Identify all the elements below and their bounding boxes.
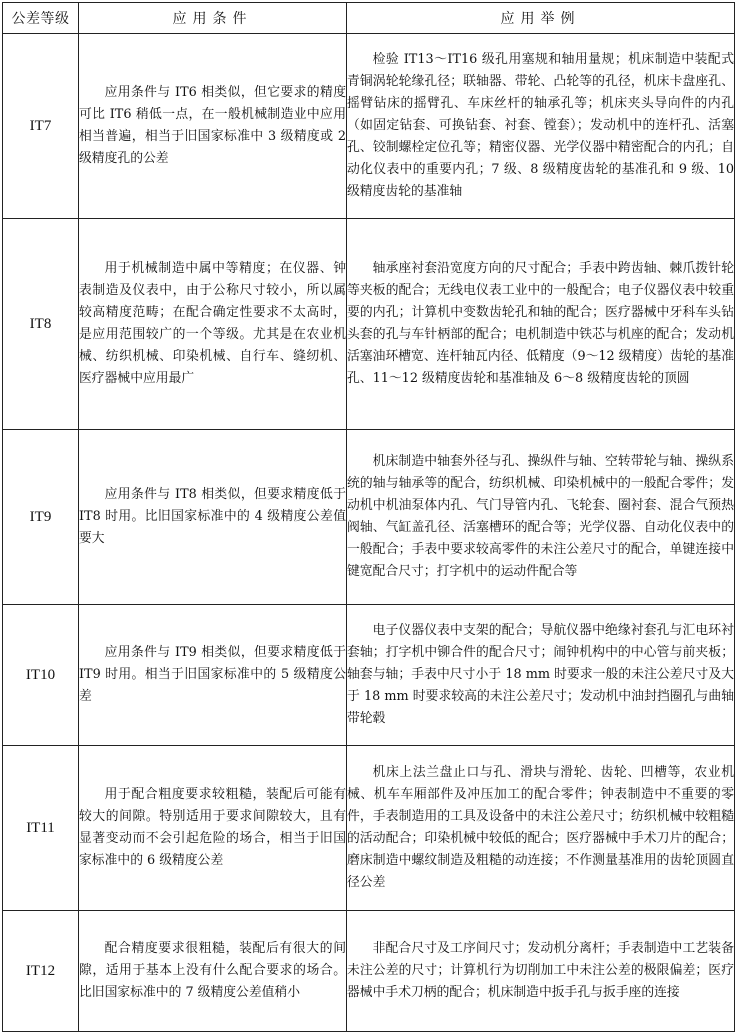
header-grade: 公差等级 — [3, 3, 79, 34]
tolerance-grade-table — [2, 2, 735, 1032]
grade-cell: IT8 — [3, 219, 79, 430]
header-example: 应用举例 — [347, 3, 735, 34]
condition-cell: 应用条件与 IT8 相类似，但要求精度低于 IT8 时用。比旧国家标准中的 4 级精度公差值要大 — [79, 430, 347, 605]
condition-cell: 应用条件与 IT9 相类似，但要求精度低于 IT9 时用。相当于旧国家标准中的 5 级精度公差 — [79, 605, 347, 746]
grade-cell: IT9 — [3, 430, 79, 605]
example-cell: 机床制造中轴套外径与孔、操纵件与轴、空转带轮与轴、操纵系统的轴与轴承等的配合，纺织机械、印染机械中的一般配合零件；发动机中机油泵体内孔、气门导管内孔、飞轮套、圈衬套、混合气预热阀轴、气缸盖孔径、活塞槽环的配合等；光学仪器、自动化仪表中的一般配合；手表中要求较高零件的未注公差尺寸的配合，单键连接中键宽配合尺寸；打字机中的运动件配合等 — [347, 430, 735, 605]
grade-cell: IT11 — [3, 746, 79, 911]
example-cell: 机床上法兰盘止口与孔、滑块与滑轮、齿轮、凹槽等，农业机械、机车车厢部件及冲压加工的配合零件；钟表制造中不重要的零件，手表制造用的工具及设备中的未注公差尺寸；纺织机械中较粗糙的活动配合；印染机械中较低的配合；医疗器械中手术刀片的配合；磨床制造中螺纹制造及粗糙的动连接；不作测量基准用的齿轮顶圆直径公差 — [347, 746, 735, 911]
example-cell: 电子仪器仪表中支架的配合；导航仪器中绝缘衬套孔与汇电环衬套轴；打字机中铆合件的配合尺寸；闹钟机构中的中心管与前夹板；轴套与轴；手表中尺寸小于 18 mm 时要求一般的未注公差尺寸及大于 18 mm 时要求较高的未注公差尺寸；发动机中油封挡圈孔与曲轴带轮毂 — [347, 605, 735, 746]
grade-cell: IT10 — [3, 605, 79, 746]
table-row — [3, 34, 735, 219]
header-condition: 应用条件 — [79, 3, 347, 34]
condition-cell: 用于配合粗度要求较粗糙，装配后可能有较大的间隙。特别适用于要求间隙较大，且有显著变动而不会引起危险的场合，相当于旧国家标准中的 6 级精度公差 — [79, 746, 347, 911]
table-header-row — [3, 3, 735, 34]
grade-cell: IT7 — [3, 34, 79, 219]
table-row — [3, 430, 735, 605]
example-cell: 轴承座衬套沿宽度方向的尺寸配合；手表中跨齿轴、棘爪拨针轮等夹板的配合；无线电仪表工业中的一般配合；电子仪器仪表中较重要的内孔；计算机中变数齿轮孔和轴的配合；医疗器械中牙科车头钻头套的孔与车针柄部的配合；电机制造中铁芯与机座的配合；发动机活塞油环槽宽、连杆轴瓦内径、低精度（9～12 级精度）齿轮的基准孔、11～12 级精度齿轮和基准轴及 6～8 级精度齿轮的顶圆 — [347, 219, 735, 430]
table-row — [3, 219, 735, 430]
condition-cell: 用于机械制造中属中等精度；在仪器、钟表制造及仪表中，由于公称尺寸较小，所以属较高精度范畴；在配合确定性要求不太高时，是应用范围较广的一个等级。尤其是在农业机械、纺织机械、印染机械、自行车、缝纫机、医疗器械中应用最广 — [79, 219, 347, 430]
grade-cell: IT12 — [3, 911, 79, 1032]
condition-cell: 应用条件与 IT6 相类似，但它要求的精度可比 IT6 稍低一点，在一般机械制造业中应用相当普遍，相当于旧国家标准中 3 级精度或 2 级精度孔的公差 — [79, 34, 347, 219]
example-cell: 检验 IT13～IT16 级孔用塞规和轴用量规；机床制造中装配式青铜涡轮轮缘孔径；联轴器、带轮、凸轮等的孔径，机床卡盘座孔、摇臂钻床的摇臂孔、车床丝杆的轴承孔等；机床夹头导向件的内孔（如固定钻套、可换钻套、衬套、镗套）；发动机中的连杆孔、活塞孔、铰制螺栓定位孔等；精密仪器、光学仪器中精密配合的内孔；自动化仪表中的重要内孔；7 级、8 级精度齿轮的基准孔和 9 级、10 级精度齿轮的基准轴 — [347, 34, 735, 219]
table-row — [3, 911, 735, 1032]
condition-cell: 配合精度要求很粗糙，装配后有很大的间隙，适用于基本上没有什么配合要求的场合。比旧国家标准中的 7 级精度公差值稍小 — [79, 911, 347, 1032]
table-row — [3, 746, 735, 911]
example-cell: 非配合尺寸及工序间尺寸；发动机分离杆；手表制造中工艺装备未注公差的尺寸；计算机行为切削加工中未注公差的极限偏差；医疗器械中手术刀柄的配合；机床制造中扳手孔与扳手座的连接 — [347, 911, 735, 1032]
table-row — [3, 605, 735, 746]
